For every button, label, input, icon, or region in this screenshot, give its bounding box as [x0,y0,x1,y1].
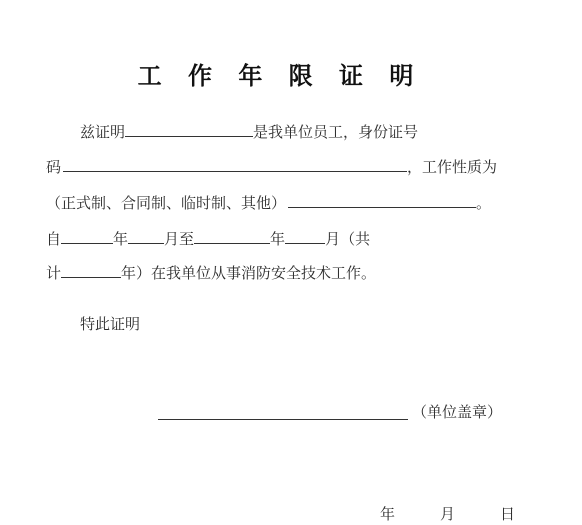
year2-label: 年 [270,230,286,248]
document-title: 工 作 年 限 证 明 [137,62,423,90]
date-month-label: 月 [440,505,456,523]
line1-prefix: 兹证明 [80,123,126,141]
end-year-blank[interactable] [194,229,270,244]
line1-suffix: 是我单位员工，身份证号 [253,123,419,141]
end-month-blank[interactable] [285,229,325,244]
line3-suffix: 。 [476,194,492,212]
start-year-blank[interactable] [61,229,113,244]
date-year-label: 年 [380,505,396,523]
line-work-period [46,228,370,250]
line-job-nature [46,192,491,214]
total-years-blank[interactable] [61,263,121,278]
line-employee-name [80,121,418,143]
date-day-label: 日 [500,505,516,523]
year1-label: 年 [113,230,129,248]
month2-label: 月（共 [325,230,371,248]
id-number-blank[interactable] [63,157,407,172]
line3-prefix: （正式制、合同制、临时制、其他） [46,194,287,212]
line2-prefix: 码 [46,158,62,176]
job-nature-blank[interactable] [288,193,476,208]
seal-label: （单位盖章） [412,403,503,421]
closing-text: 特此证明 [80,315,141,333]
name-blank[interactable] [125,122,253,137]
line-id-number [46,156,497,178]
from-label: 自 [46,230,62,248]
line-total-years [46,262,376,284]
total-suffix: 年）在我单位从事消防安全技术工作。 [121,264,377,282]
seal-signature-line[interactable] [158,419,408,420]
total-prefix: 计 [46,264,62,282]
month1-label: 月至 [164,230,195,248]
start-month-blank[interactable] [128,229,164,244]
line2-suffix: ，工作性质为 [407,158,498,176]
